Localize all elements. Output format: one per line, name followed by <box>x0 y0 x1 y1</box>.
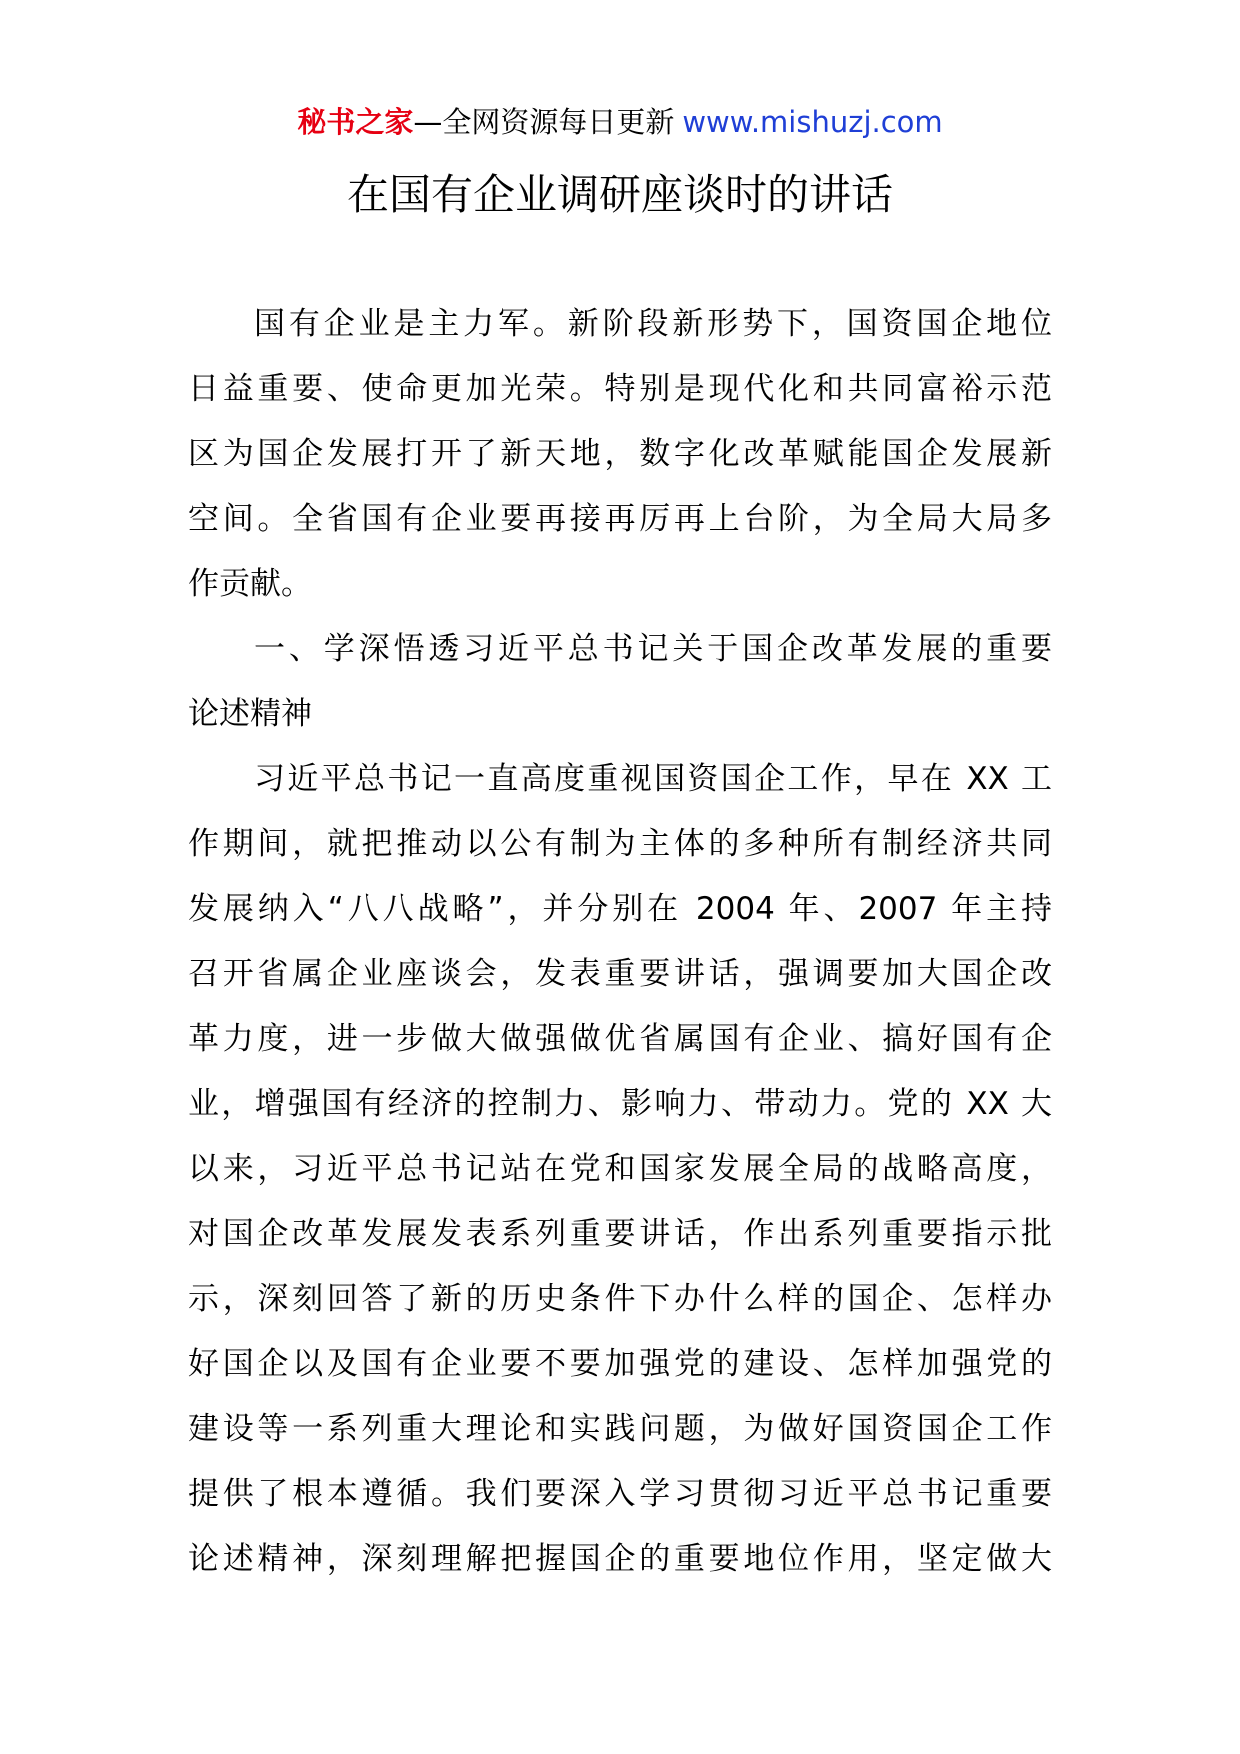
text-line: 空间。全省国有企业要再接再厉再上台阶，为全局大局多 <box>188 501 1052 537</box>
text-line: 习近平总书记一直高度重视国资国企工作，早在 XX 工 <box>254 761 1052 797</box>
text-line: 业，增强国有经济的控制力、影响力、带动力。党的 XX 大 <box>188 1086 1052 1122</box>
text-line: 提供了根本遵循。我们要深入学习贯彻习近平总书记重要 <box>188 1476 1052 1512</box>
website-url: www.mishuzj.com <box>682 105 943 139</box>
site-header <box>0 100 1240 144</box>
text-line: 建设等一系列重大理论和实践问题，为做好国资国企工作 <box>188 1411 1052 1447</box>
text-line: 召开省属企业座谈会，发表重要讲话，强调要加大国企改 <box>188 956 1052 992</box>
text-line: 区为国企发展打开了新天地，数字化改革赋能国企发展新 <box>188 436 1052 472</box>
text-line: 以来，习近平总书记站在党和国家发展全局的战略高度， <box>188 1151 1052 1187</box>
section-heading-line: 一、学深悟透习近平总书记关于国企改革发展的重要 <box>254 631 1052 667</box>
brand-name: 秘书之家 <box>297 105 414 139</box>
text-line: 发展纳入“八八战略”，并分别在 2004 年、2007 年主持 <box>188 891 1052 927</box>
document-body <box>188 292 1052 1592</box>
text-line: 好国企以及国有企业要不要加强党的建设、怎样加强党的 <box>188 1346 1052 1382</box>
text-line: 国有企业是主力军。新阶段新形势下，国资国企地位 <box>254 306 1052 342</box>
section-heading-line: 论述精神 <box>188 696 312 732</box>
header-slogan: —全网资源每日更新 <box>413 105 675 139</box>
text-line: 示，深刻回答了新的历史条件下办什么样的国企、怎样办 <box>188 1281 1052 1317</box>
text-line: 作期间，就把推动以公有制为主体的多种所有制经济共同 <box>188 826 1052 862</box>
document-title: 在国有企业调研座谈时的讲话 <box>346 170 893 219</box>
text-line: 对国企改革发展发表系列重要讲话，作出系列重要指示批 <box>188 1216 1052 1252</box>
text-line: 日益重要、使命更加光荣。特别是现代化和共同富裕示范 <box>188 371 1052 407</box>
text-line: 作贡献。 <box>188 566 312 602</box>
text-line: 论述精神，深刻理解把握国企的重要地位作用，坚定做大 <box>188 1541 1052 1577</box>
text-line: 革力度，进一步做大做强做优省属国有企业、搞好国有企 <box>188 1021 1052 1057</box>
